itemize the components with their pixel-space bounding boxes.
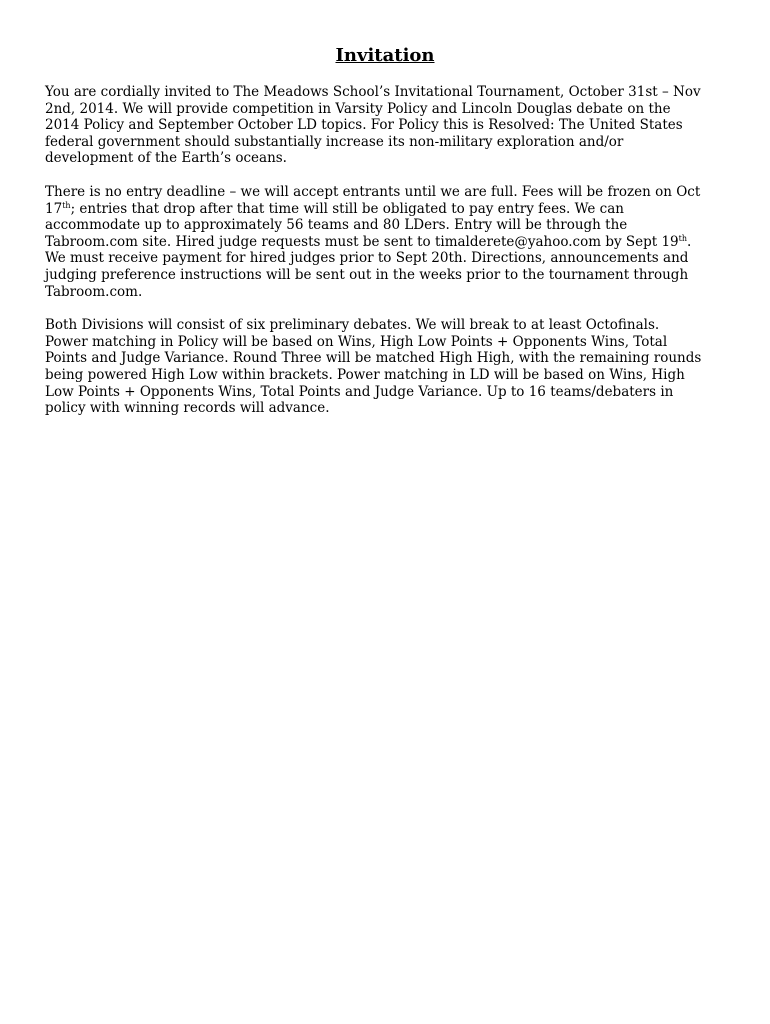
text-line: accommodate up to approximately 56 teams and 80 LDers. Entry will be through the xyxy=(45,217,628,234)
text-line: Points and Judge Variance. Round Three will be matched High High, with the remaining rounds xyxy=(45,350,702,367)
text-line: Power matching in Policy will be based on Wins, High Low Points + Opponents Wins, Total xyxy=(45,333,668,350)
text-line: 2014 Policy and September October LD topics. For Policy this is Resolved: The United States xyxy=(45,117,683,134)
text-line: Low Points + Opponents Wins, Total Points and Judge Variance. Up to 16 teams/debaters in xyxy=(45,383,674,400)
text-fragment: Tabroom.com site. Hired judge requests must be sent to timalderete@yahoo.com by Sept 19 xyxy=(45,233,679,250)
text-line: Both Divisions will consist of six preliminary debates. We will break to at least Octofinals. xyxy=(45,317,660,334)
paragraph-entry-info xyxy=(45,184,725,300)
text-fragment: 17 xyxy=(45,200,63,217)
text-line: 2nd, 2014. We will provide competition in Varsity Policy and Lincoln Douglas debate on the xyxy=(45,100,671,117)
text-line: policy with winning records will advance. xyxy=(45,400,330,417)
text-line: development of the Earth’s oceans. xyxy=(45,150,287,167)
ordinal-superscript: th xyxy=(62,200,71,210)
text-fragment: . xyxy=(687,233,692,250)
text-line: federal government should substantially increase its non-military exploration and/or xyxy=(45,133,624,150)
text-line xyxy=(45,234,725,251)
document-body xyxy=(45,84,725,434)
paragraph-tournament-intro xyxy=(45,84,725,167)
text-line: Tabroom.com. xyxy=(45,283,143,300)
paragraph-divisions-format xyxy=(45,317,725,417)
text-line: judging preference instructions will be sent out in the weeks prior to the tournament through xyxy=(45,266,689,283)
text-line: There is no entry deadline – we will accept entrants until we are full. Fees will be frozen on Oct xyxy=(45,183,701,200)
text-line: being powered High Low within brackets. Power matching in LD will be based on Wins, High xyxy=(45,366,685,383)
text-line: We must receive payment for hired judges prior to Sept 20th. Directions, announcements and xyxy=(45,250,689,267)
ordinal-superscript: th xyxy=(678,233,688,243)
document-title: Invitation xyxy=(335,45,435,66)
text-line: You are cordially invited to The Meadows School’s Invitational Tournament, October 31st – Nov xyxy=(45,84,701,100)
text-fragment: ; entries that drop after that time will still be obligated to pay entry fees. We can xyxy=(70,200,624,217)
text-line xyxy=(45,201,725,218)
